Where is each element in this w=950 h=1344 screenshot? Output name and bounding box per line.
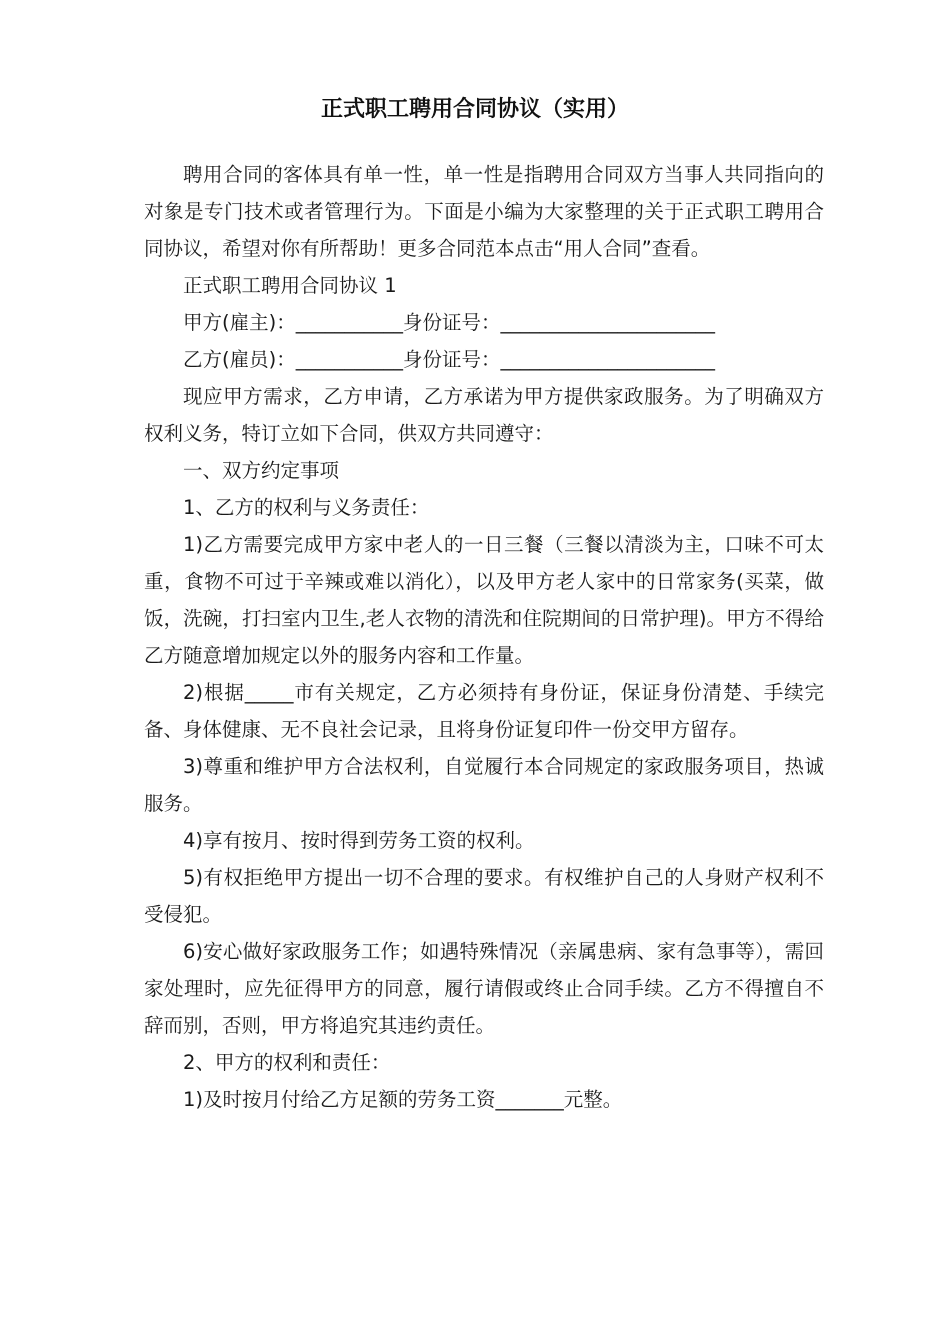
clause-paragraph: 2)根据_____市有关规定，乙方必须持有身份证，保证身份清楚、手续完备、身体健康、无不良社会记录，且将身份证复印件一份交甲方留存。 bbox=[144, 681, 824, 741]
party-a-line: 甲方(雇主)：___________身份证号：______________________ bbox=[183, 311, 715, 334]
clause-paragraph: 1)及时按月付给乙方足额的劳务工资_______元整。 bbox=[183, 1088, 623, 1111]
clause-paragraph: 5)有权拒绝甲方提出一切不合理的要求。有权维护自己的人身财产权利不受侵犯。 bbox=[144, 866, 824, 926]
intro-paragraph: 聘用合同的客体具有单一性，单一性是指聘用合同双方当事人共同指向的对象是专门技术或者管理行为。下面是小编为大家整理的关于正式职工聘用合同协议，希望对你有所帮助！更多合同范本点击“用人合同”查看。 bbox=[144, 163, 824, 260]
agreement-heading: 正式职工聘用合同协议 1 bbox=[183, 274, 397, 297]
clause-paragraph: 3)尊重和维护甲方合法权利，自觉履行本合同规定的家政服务项目，热诚服务。 bbox=[144, 755, 824, 815]
clause-paragraph: 1)乙方需要完成甲方家中老人的一日三餐（三餐以清淡为主，口味不可太重，食物不可过于辛辣或难以消化），以及甲方老人家中的日常家务(买菜，做饭，洗碗，打扫室内卫生,老人衣物的清洗和住院期间的日常护理)。甲方不得给乙方随意增加规定以外的服务内容和工作量。 bbox=[144, 533, 824, 667]
clause-paragraph: 6)安心做好家政服务工作；如遇特殊情况（亲属患病、家有急事等），需回家处理时，应先征得甲方的同意，履行请假或终止合同手续。乙方不得擅自不辞而别，否则，甲方将追究其违约责任。 bbox=[144, 940, 824, 1037]
document-body bbox=[144, 156, 824, 1118]
document-title: 正式职工聘用合同协议（实用） bbox=[320, 97, 629, 122]
party-b-line: 乙方(雇员)：___________身份证号：______________________ bbox=[183, 348, 715, 371]
section-heading: 一、双方约定事项 bbox=[183, 459, 340, 482]
preamble-paragraph: 现应甲方需求，乙方申请，乙方承诺为甲方提供家政服务。为了明确双方权利义务，特订立如下合同，供双方共同遵守： bbox=[144, 385, 824, 445]
clause-paragraph: 4)享有按月、按时得到劳务工资的权利。 bbox=[183, 829, 535, 852]
subsection-heading: 1、乙方的权利与义务责任： bbox=[183, 496, 430, 519]
subsection-heading: 2、甲方的权利和责任： bbox=[183, 1051, 391, 1074]
